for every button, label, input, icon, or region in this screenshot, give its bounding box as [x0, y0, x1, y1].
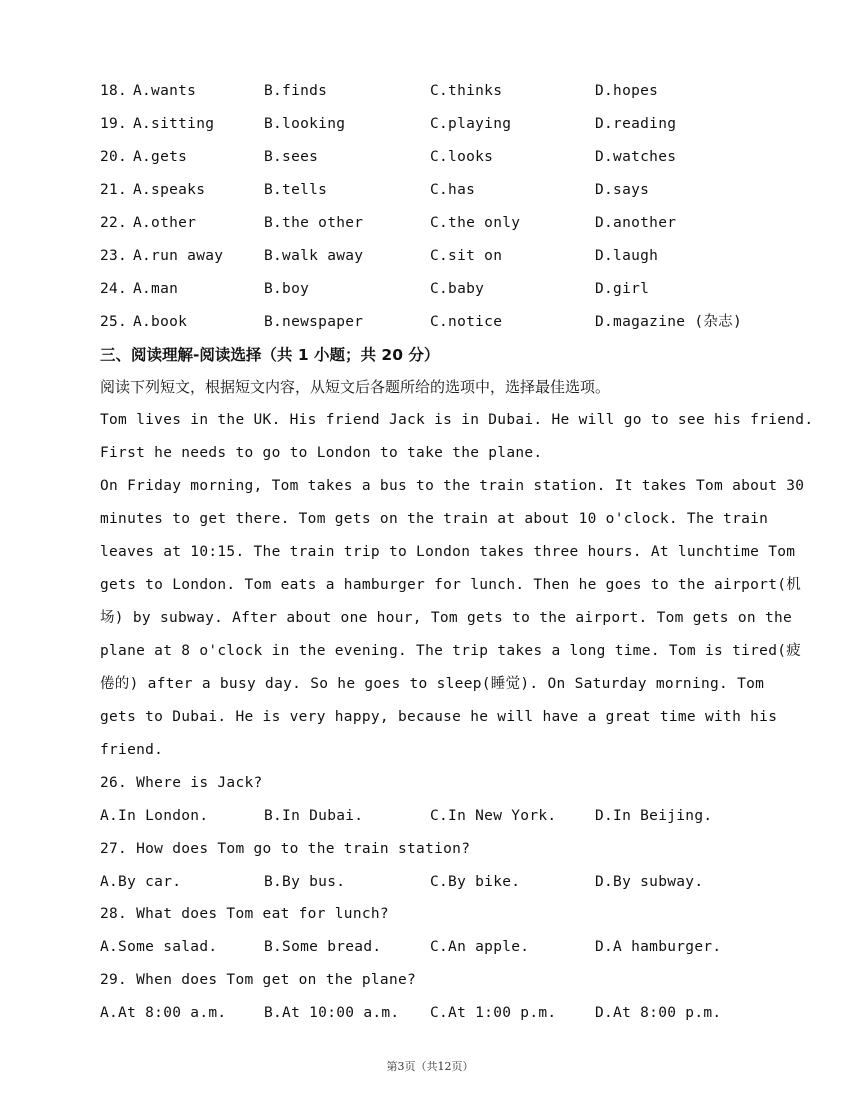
passage-line: gets to London. Tom eats a hamburger for lunch. Then he goes to the airport(机 — [100, 577, 802, 593]
option-a: A.sitting — [133, 116, 215, 132]
option-d: D.In Beijing. — [595, 808, 713, 824]
passage-line: Tom lives in the UK. His friend Jack is in Dubai. He will go to see his friend. — [100, 412, 814, 428]
question-number: 19. — [100, 116, 128, 132]
option-c: C.thinks — [430, 83, 503, 99]
option-d: D.says — [595, 182, 650, 198]
option-b: B.looking — [264, 116, 346, 132]
option-c: C.sit on — [430, 248, 503, 264]
option-d: D.At 8:00 p.m. — [595, 1005, 722, 1021]
passage-line: 倦的) after a busy day. So he goes to sleep(睡觉). On Saturday morning. Tom — [100, 676, 765, 692]
passage-line: friend. — [100, 742, 164, 758]
option-b: B.walk away — [264, 248, 364, 264]
passage-line: gets to Dubai. He is very happy, because he will have a great time with his — [100, 709, 778, 725]
option-c: C.At 1:00 p.m. — [430, 1005, 557, 1021]
option-b: B.Some bread. — [264, 939, 382, 955]
section-heading: 三、阅读理解-阅读选择（共 1 小题；共 20 分） — [100, 346, 440, 364]
question-number: 21. — [100, 182, 128, 198]
option-d: D.another — [595, 215, 677, 231]
option-b: B.boy — [264, 281, 310, 297]
option-a: A.book — [133, 314, 188, 330]
passage-line: plane at 8 o'clock in the evening. The trip takes a long time. Tom is tired(疲 — [100, 643, 802, 659]
option-a: A.Some salad. — [100, 939, 218, 955]
page-footer: 第3页（共12页） — [386, 1060, 474, 1073]
option-b: B.newspaper — [264, 314, 364, 330]
question-number: 18. — [100, 83, 128, 99]
question-text: 27. How does Tom go to the train station? — [100, 841, 471, 857]
question-number: 24. — [100, 281, 128, 297]
option-d: D.girl — [595, 281, 650, 297]
section-instruction: 阅读下列短文，根据短文内容，从短文后各题所给的选项中，选择最佳选项。 — [100, 378, 611, 396]
passage-line: leaves at 10:15. The train trip to London takes three hours. At lunchtime Tom — [100, 544, 796, 560]
option-b: B.the other — [264, 215, 364, 231]
option-c: C.notice — [430, 314, 503, 330]
passage-line: On Friday morning, Tom takes a bus to the train station. It takes Tom about 30 — [100, 478, 805, 494]
option-d: D.By subway. — [595, 874, 704, 890]
option-c: C.has — [430, 182, 476, 198]
passage-line: 场) by subway. After about one hour, Tom gets to the airport. Tom gets on the — [100, 610, 793, 626]
option-c: C.playing — [430, 116, 512, 132]
option-a: A.By car. — [100, 874, 182, 890]
option-d: D.hopes — [595, 83, 659, 99]
option-a: A.gets — [133, 149, 188, 165]
option-a: A.In London. — [100, 808, 209, 824]
option-c: C.In New York. — [430, 808, 557, 824]
option-c: C.the only — [430, 215, 521, 231]
option-c: C.An apple. — [430, 939, 530, 955]
option-a: A.speaks — [133, 182, 206, 198]
question-number: 25. — [100, 314, 128, 330]
option-a: A.wants — [133, 83, 197, 99]
option-b: B.At 10:00 a.m. — [264, 1005, 400, 1021]
question-number: 22. — [100, 215, 128, 231]
option-c: C.baby — [430, 281, 485, 297]
option-a: A.run away — [133, 248, 224, 264]
option-b: B.In Dubai. — [264, 808, 364, 824]
option-d: D.watches — [595, 149, 677, 165]
question-text: 28. What does Tom eat for lunch? — [100, 906, 389, 922]
option-b: B.tells — [264, 182, 328, 198]
option-a: A.At 8:00 a.m. — [100, 1005, 227, 1021]
option-b: B.By bus. — [264, 874, 346, 890]
option-a: A.other — [133, 215, 197, 231]
option-a: A.man — [133, 281, 179, 297]
option-d: D.reading — [595, 116, 677, 132]
question-number: 23. — [100, 248, 128, 264]
option-b: B.finds — [264, 83, 328, 99]
option-c: C.looks — [430, 149, 494, 165]
option-d: D.A hamburger. — [595, 939, 722, 955]
question-text: 29. When does Tom get on the plane? — [100, 972, 417, 988]
option-c: C.By bike. — [430, 874, 521, 890]
option-d: D.laugh — [595, 248, 659, 264]
question-number: 20. — [100, 149, 128, 165]
passage-line: minutes to get there. Tom gets on the train at about 10 o'clock. The train — [100, 511, 769, 527]
option-d: D.magazine (杂志) — [595, 314, 742, 330]
option-b: B.sees — [264, 149, 319, 165]
passage-line: First he needs to go to London to take the plane. — [100, 445, 543, 461]
question-text: 26. Where is Jack? — [100, 775, 263, 791]
